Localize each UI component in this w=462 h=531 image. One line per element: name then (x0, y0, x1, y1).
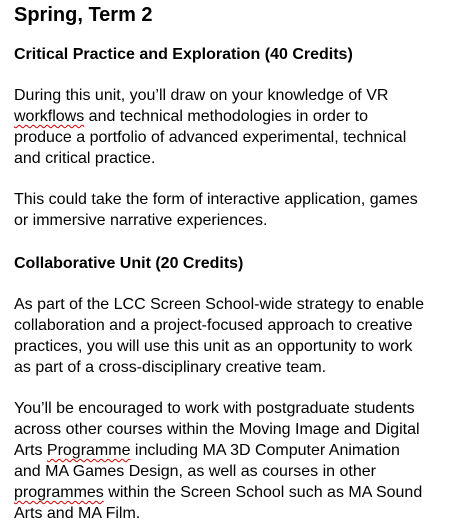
text-line: and MA Games Design, as well as courses in other (14, 463, 376, 480)
section-heading-collaborative-unit: Collaborative Unit (20 Credits) (14, 255, 244, 272)
text-line (14, 106, 460, 127)
paragraph-collaborative-partners (14, 398, 460, 524)
paragraph-collaborative-strategy (14, 294, 460, 378)
text-fragment: within the Screen School such as MA Sound (103, 484, 423, 501)
paragraph-critical-practice-description (14, 85, 460, 169)
text-line: You’ll be encouraged to work with postgraduate students (14, 400, 415, 417)
text-line: or immersive narrative experiences. (14, 212, 268, 229)
text-line (14, 482, 460, 503)
spellcheck-flagged-word[interactable]: programmes (14, 484, 104, 501)
text-line: and critical practice. (14, 150, 156, 167)
text-line: During this unit, you’ll draw on your knowledge of VR (14, 87, 389, 104)
text-line: practices, you will use this unit as an opportunity to work (14, 338, 413, 355)
text-line: collaboration and a project-focused approach to creative (14, 317, 413, 334)
text-line (14, 440, 460, 461)
term-title: Spring, Term 2 (14, 4, 153, 26)
text-fragment: and technical methodologies in order to (84, 108, 368, 125)
text-line: This could take the form of interactive application, games (14, 191, 418, 208)
spellcheck-flagged-word[interactable]: workflows (14, 108, 85, 125)
text-fragment: Arts (14, 442, 47, 459)
text-line: produce a portfolio of advanced experimental, technical (14, 129, 407, 146)
text-line: as part of a cross-disciplinary creative team. (14, 359, 327, 376)
paragraph-critical-practice-forms (14, 189, 460, 231)
text-line: Arts and MA Film. (14, 505, 141, 522)
text-line: across other courses within the Moving Image and Digital (14, 421, 420, 438)
spellcheck-flagged-word[interactable]: Programme (46, 442, 131, 459)
text-fragment: including MA 3D Computer Animation (130, 442, 400, 459)
text-line: As part of the LCC Screen School-wide strategy to enable (14, 296, 424, 313)
section-heading-critical-practice: Critical Practice and Exploration (40 Credits) (14, 46, 353, 63)
